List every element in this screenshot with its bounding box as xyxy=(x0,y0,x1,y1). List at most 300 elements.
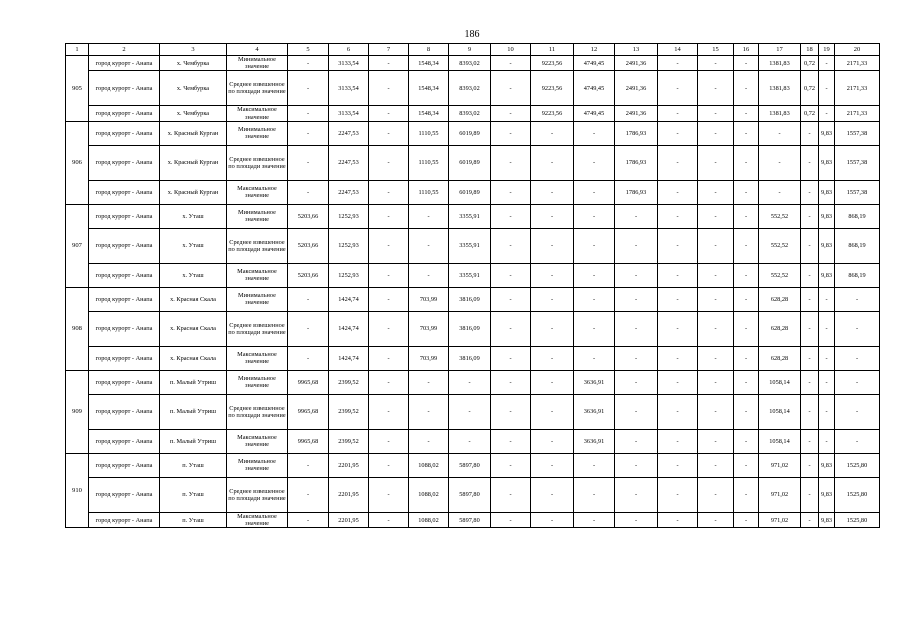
value-type-cell: Максимальное значение xyxy=(227,263,288,287)
table-body xyxy=(66,56,880,528)
column-header: 15 xyxy=(698,44,734,56)
value-cell: 9,83 xyxy=(819,121,835,145)
value-cell: - xyxy=(759,121,801,145)
settlement-cell: х. Чембурка xyxy=(160,56,227,71)
municipality-cell: город курорт - Анапа xyxy=(89,106,160,121)
municipality-cell: город курорт - Анапа xyxy=(89,477,160,512)
value-cell: - xyxy=(801,429,819,453)
value-cell: - xyxy=(734,346,759,370)
value-cell: 9,83 xyxy=(819,145,835,180)
value-cell: - xyxy=(288,71,329,106)
value-cell: - xyxy=(658,512,698,527)
record-number: 908 xyxy=(66,287,89,370)
value-cell: 9965,68 xyxy=(288,370,329,394)
value-cell: 1557,38 xyxy=(835,145,880,180)
value-type-cell: Максимальное значение xyxy=(227,180,288,204)
value-cell: - xyxy=(449,394,491,429)
municipality-cell: город курорт - Анапа xyxy=(89,204,160,228)
value-cell: 628,28 xyxy=(759,346,801,370)
value-cell: - xyxy=(369,311,409,346)
value-cell: 9,83 xyxy=(819,477,835,512)
value-cell: - xyxy=(835,346,880,370)
value-cell: 2247,53 xyxy=(329,121,369,145)
value-cell: 1557,38 xyxy=(835,121,880,145)
value-cell: 868,19 xyxy=(835,204,880,228)
value-cell: - xyxy=(819,287,835,311)
value-cell: - xyxy=(698,228,734,263)
value-cell: - xyxy=(574,180,615,204)
column-header: 19 xyxy=(819,44,835,56)
value-cell: - xyxy=(491,394,531,429)
value-type-cell: Максимальное значение xyxy=(227,106,288,121)
municipality-cell: город курорт - Анапа xyxy=(89,370,160,394)
table-row xyxy=(66,145,880,180)
value-cell: - xyxy=(369,370,409,394)
value-cell: - xyxy=(369,477,409,512)
table-row xyxy=(66,204,880,228)
column-header: 5 xyxy=(288,44,329,56)
value-cell: - xyxy=(531,287,574,311)
value-cell: - xyxy=(734,71,759,106)
value-cell: - xyxy=(801,145,819,180)
column-header: 6 xyxy=(329,44,369,56)
value-cell: - xyxy=(491,453,531,477)
value-cell: - xyxy=(819,429,835,453)
value-cell: 4749,45 xyxy=(574,71,615,106)
header-row xyxy=(66,44,880,56)
value-cell: - xyxy=(658,287,698,311)
value-cell: - xyxy=(658,370,698,394)
municipality-cell: город курорт - Анапа xyxy=(89,287,160,311)
value-cell: 2399,52 xyxy=(329,429,369,453)
value-cell: 628,28 xyxy=(759,311,801,346)
value-cell: - xyxy=(658,477,698,512)
value-cell: 2247,53 xyxy=(329,180,369,204)
value-cell: - xyxy=(658,121,698,145)
value-cell: - xyxy=(801,180,819,204)
value-cell: - xyxy=(574,228,615,263)
value-cell: 2201,95 xyxy=(329,512,369,527)
table-row xyxy=(66,346,880,370)
settlement-cell: п. Уташ xyxy=(160,477,227,512)
value-cell: - xyxy=(491,311,531,346)
municipality-cell: город курорт - Анапа xyxy=(89,71,160,106)
value-cell: 5203,66 xyxy=(288,228,329,263)
value-cell: - xyxy=(734,394,759,429)
value-cell: - xyxy=(615,346,658,370)
value-cell: 1058,14 xyxy=(759,429,801,453)
value-cell: - xyxy=(369,71,409,106)
value-cell: - xyxy=(369,228,409,263)
value-cell: 628,28 xyxy=(759,287,801,311)
value-type-cell: Среднее взвешенное по площади значение xyxy=(227,311,288,346)
value-cell: - xyxy=(801,512,819,527)
value-type-cell: Среднее взвешенное по площади значение xyxy=(227,477,288,512)
value-cell: - xyxy=(698,453,734,477)
value-cell: - xyxy=(369,180,409,204)
table-row xyxy=(66,106,880,121)
value-cell: 1252,93 xyxy=(329,228,369,263)
value-cell: - xyxy=(491,429,531,453)
table-row xyxy=(66,263,880,287)
settlement-cell: х. Красная Скала xyxy=(160,287,227,311)
column-header: 20 xyxy=(835,44,880,56)
value-cell: - xyxy=(531,453,574,477)
value-cell: - xyxy=(615,512,658,527)
settlement-cell: п. Малый Утриш xyxy=(160,370,227,394)
column-header: 1 xyxy=(66,44,89,56)
value-cell: 552,52 xyxy=(759,204,801,228)
value-cell: - xyxy=(409,429,449,453)
value-cell: - xyxy=(369,263,409,287)
value-cell: 9,83 xyxy=(819,263,835,287)
value-cell: - xyxy=(734,56,759,71)
value-cell: 2171,33 xyxy=(835,71,880,106)
value-cell: - xyxy=(288,145,329,180)
value-cell: - xyxy=(698,512,734,527)
value-cell: - xyxy=(574,263,615,287)
municipality-cell: город курорт - Анапа xyxy=(89,311,160,346)
table-row xyxy=(66,453,880,477)
municipality-cell: город курорт - Анапа xyxy=(89,429,160,453)
value-cell: - xyxy=(491,71,531,106)
column-header: 13 xyxy=(615,44,658,56)
value-cell: - xyxy=(574,512,615,527)
value-type-cell: Минимальное значение xyxy=(227,453,288,477)
value-cell: - xyxy=(819,106,835,121)
value-cell: - xyxy=(574,287,615,311)
value-cell: 8393,02 xyxy=(449,56,491,71)
value-cell: 1548,34 xyxy=(409,106,449,121)
value-cell: - xyxy=(835,370,880,394)
value-cell: - xyxy=(698,287,734,311)
settlement-cell: х. Уташ xyxy=(160,263,227,287)
value-cell: - xyxy=(409,263,449,287)
value-cell: - xyxy=(409,370,449,394)
value-cell: - xyxy=(369,429,409,453)
value-cell: - xyxy=(698,477,734,512)
value-cell: 552,52 xyxy=(759,228,801,263)
municipality-cell: город курорт - Анапа xyxy=(89,346,160,370)
value-cell: - xyxy=(491,370,531,394)
column-header: 14 xyxy=(658,44,698,56)
column-header: 3 xyxy=(160,44,227,56)
value-cell: - xyxy=(658,429,698,453)
value-cell: 1424,74 xyxy=(329,346,369,370)
value-cell: - xyxy=(658,228,698,263)
value-cell: 6019,89 xyxy=(449,145,491,180)
value-cell: - xyxy=(734,370,759,394)
value-cell: 971,02 xyxy=(759,512,801,527)
value-cell: 971,02 xyxy=(759,453,801,477)
municipality-cell: город курорт - Анапа xyxy=(89,512,160,527)
value-cell: 2399,52 xyxy=(329,370,369,394)
value-cell: - xyxy=(734,145,759,180)
value-cell: - xyxy=(819,370,835,394)
value-cell: 3355,91 xyxy=(449,204,491,228)
column-header: 11 xyxy=(531,44,574,56)
column-header: 2 xyxy=(89,44,160,56)
value-cell: - xyxy=(759,145,801,180)
value-cell: - xyxy=(801,453,819,477)
value-cell: 1525,80 xyxy=(835,477,880,512)
value-cell: - xyxy=(698,56,734,71)
value-cell: 1252,93 xyxy=(329,204,369,228)
value-cell: 868,19 xyxy=(835,263,880,287)
value-cell: - xyxy=(658,311,698,346)
value-cell: - xyxy=(491,346,531,370)
table-header xyxy=(66,44,880,56)
column-header: 10 xyxy=(491,44,531,56)
value-cell: - xyxy=(819,71,835,106)
table-row xyxy=(66,287,880,311)
value-cell: - xyxy=(658,71,698,106)
value-cell: 9,83 xyxy=(819,180,835,204)
value-cell: - xyxy=(658,180,698,204)
settlement-cell: х. Чембурка xyxy=(160,106,227,121)
value-cell: - xyxy=(369,106,409,121)
value-cell: - xyxy=(698,180,734,204)
value-cell: - xyxy=(288,121,329,145)
column-header: 17 xyxy=(759,44,801,56)
value-cell: - xyxy=(369,512,409,527)
value-cell: - xyxy=(409,204,449,228)
page-number: 186 xyxy=(464,29,480,40)
value-cell: - xyxy=(288,311,329,346)
value-cell: 2201,95 xyxy=(329,477,369,512)
value-cell: - xyxy=(698,394,734,429)
value-cell: - xyxy=(574,145,615,180)
value-cell: 1110,55 xyxy=(409,180,449,204)
value-cell: 9223,56 xyxy=(531,56,574,71)
value-cell: - xyxy=(531,512,574,527)
column-header: 9 xyxy=(449,44,491,56)
value-cell: - xyxy=(615,311,658,346)
value-cell: 2201,95 xyxy=(329,453,369,477)
value-cell: - xyxy=(698,121,734,145)
value-cell: - xyxy=(574,204,615,228)
value-cell: - xyxy=(698,204,734,228)
value-cell: - xyxy=(491,106,531,121)
value-cell: 3816,09 xyxy=(449,346,491,370)
value-cell: - xyxy=(491,287,531,311)
value-cell: - xyxy=(531,370,574,394)
value-cell: - xyxy=(615,370,658,394)
settlement-cell: х. Красная Скала xyxy=(160,311,227,346)
table-row xyxy=(66,228,880,263)
value-cell: - xyxy=(801,346,819,370)
value-cell: - xyxy=(288,512,329,527)
settlement-cell: п. Малый Утриш xyxy=(160,429,227,453)
value-cell: 9,83 xyxy=(819,204,835,228)
data-table xyxy=(65,43,880,528)
value-cell: - xyxy=(491,512,531,527)
column-header: 8 xyxy=(409,44,449,56)
value-cell: - xyxy=(288,287,329,311)
value-cell: - xyxy=(734,121,759,145)
value-cell: - xyxy=(658,346,698,370)
value-cell: - xyxy=(409,394,449,429)
value-cell: 1088,02 xyxy=(409,512,449,527)
record-number: 905 xyxy=(66,56,89,122)
value-cell: - xyxy=(531,311,574,346)
record-number: 910 xyxy=(66,453,89,527)
value-cell: - xyxy=(658,145,698,180)
value-cell: - xyxy=(734,477,759,512)
value-cell: - xyxy=(531,204,574,228)
value-cell: 9,83 xyxy=(819,512,835,527)
settlement-cell: х. Красный Курган xyxy=(160,121,227,145)
value-cell: - xyxy=(819,394,835,429)
value-cell: 1088,02 xyxy=(409,477,449,512)
value-cell: 3355,91 xyxy=(449,228,491,263)
value-cell: - xyxy=(801,121,819,145)
value-cell: - xyxy=(835,311,880,346)
column-header: 4 xyxy=(227,44,288,56)
settlement-cell: п. Малый Утриш xyxy=(160,394,227,429)
value-cell: - xyxy=(615,287,658,311)
value-cell: 3355,91 xyxy=(449,263,491,287)
value-cell: - xyxy=(491,263,531,287)
record-number: 906 xyxy=(66,121,89,204)
value-cell: - xyxy=(698,71,734,106)
value-cell: 4749,45 xyxy=(574,56,615,71)
value-cell: - xyxy=(698,145,734,180)
value-cell: 1786,93 xyxy=(615,180,658,204)
municipality-cell: город курорт - Анапа xyxy=(89,453,160,477)
value-cell: 1058,14 xyxy=(759,394,801,429)
value-cell: - xyxy=(449,370,491,394)
value-cell: - xyxy=(531,477,574,512)
table-row xyxy=(66,394,880,429)
value-cell: - xyxy=(658,56,698,71)
value-cell: 3636,91 xyxy=(574,370,615,394)
value-cell: - xyxy=(369,145,409,180)
value-cell: - xyxy=(835,287,880,311)
value-type-cell: Максимальное значение xyxy=(227,429,288,453)
value-cell: 9,83 xyxy=(819,453,835,477)
value-cell: 1786,93 xyxy=(615,121,658,145)
value-cell: 3133,54 xyxy=(329,56,369,71)
value-cell: - xyxy=(615,263,658,287)
record-number: 909 xyxy=(66,370,89,453)
value-cell: 4749,45 xyxy=(574,106,615,121)
value-cell: - xyxy=(801,370,819,394)
value-cell: 2491,36 xyxy=(615,106,658,121)
value-cell: 1525,80 xyxy=(835,453,880,477)
value-cell: 2247,53 xyxy=(329,145,369,180)
value-cell: 2491,36 xyxy=(615,56,658,71)
value-cell: 3133,54 xyxy=(329,71,369,106)
value-cell: - xyxy=(801,311,819,346)
column-header: 12 xyxy=(574,44,615,56)
value-cell: - xyxy=(698,346,734,370)
value-cell: 1381,83 xyxy=(759,106,801,121)
value-type-cell: Максимальное значение xyxy=(227,512,288,527)
column-header: 7 xyxy=(369,44,409,56)
value-cell: 0,72 xyxy=(801,56,819,71)
value-type-cell: Среднее взвешенное по площади значение xyxy=(227,394,288,429)
value-cell: - xyxy=(801,477,819,512)
value-cell: 9223,56 xyxy=(531,71,574,106)
value-cell: - xyxy=(574,121,615,145)
value-cell: - xyxy=(658,106,698,121)
value-cell: - xyxy=(734,429,759,453)
value-cell: - xyxy=(491,204,531,228)
settlement-cell: х. Уташ xyxy=(160,228,227,263)
value-cell: - xyxy=(288,106,329,121)
table-row xyxy=(66,429,880,453)
municipality-cell: город курорт - Анапа xyxy=(89,56,160,71)
value-cell: 971,02 xyxy=(759,477,801,512)
value-cell: - xyxy=(801,204,819,228)
value-cell: - xyxy=(819,311,835,346)
municipality-cell: город курорт - Анапа xyxy=(89,228,160,263)
value-cell: - xyxy=(369,121,409,145)
settlement-cell: п. Уташ xyxy=(160,453,227,477)
value-cell: - xyxy=(491,56,531,71)
value-cell: 9965,68 xyxy=(288,429,329,453)
table-row xyxy=(66,512,880,527)
value-cell: - xyxy=(531,429,574,453)
value-cell: - xyxy=(369,56,409,71)
value-cell: 3636,91 xyxy=(574,394,615,429)
value-cell: - xyxy=(698,263,734,287)
table-row xyxy=(66,180,880,204)
value-cell: - xyxy=(369,346,409,370)
value-cell: 1557,38 xyxy=(835,180,880,204)
value-cell: 1548,34 xyxy=(409,56,449,71)
value-cell: - xyxy=(409,228,449,263)
value-cell: - xyxy=(369,204,409,228)
value-cell: - xyxy=(734,204,759,228)
settlement-cell: п. Уташ xyxy=(160,512,227,527)
value-cell: - xyxy=(531,263,574,287)
value-cell: 1110,55 xyxy=(409,121,449,145)
value-cell: 1381,83 xyxy=(759,56,801,71)
value-cell: - xyxy=(658,204,698,228)
value-cell: - xyxy=(835,429,880,453)
settlement-cell: х. Красная Скала xyxy=(160,346,227,370)
settlement-cell: х. Уташ xyxy=(160,204,227,228)
value-cell: - xyxy=(369,287,409,311)
value-cell: - xyxy=(698,429,734,453)
municipality-cell: город курорт - Анапа xyxy=(89,180,160,204)
table-row xyxy=(66,477,880,512)
table-row xyxy=(66,370,880,394)
value-cell: 1424,74 xyxy=(329,311,369,346)
value-cell: 703,99 xyxy=(409,311,449,346)
value-cell: 703,99 xyxy=(409,346,449,370)
value-cell: - xyxy=(615,453,658,477)
value-cell: - xyxy=(658,394,698,429)
value-cell: - xyxy=(531,121,574,145)
value-cell: 9,83 xyxy=(819,228,835,263)
value-cell: - xyxy=(574,346,615,370)
value-cell: 703,99 xyxy=(409,287,449,311)
table-row xyxy=(66,311,880,346)
value-cell: 1088,02 xyxy=(409,453,449,477)
value-type-cell: Максимальное значение xyxy=(227,346,288,370)
value-cell: - xyxy=(734,453,759,477)
value-cell: - xyxy=(801,228,819,263)
value-type-cell: Среднее взвешенное по площади значение xyxy=(227,71,288,106)
value-cell: - xyxy=(698,370,734,394)
value-cell: - xyxy=(574,453,615,477)
settlement-cell: х. Красный Курган xyxy=(160,180,227,204)
value-cell: 1424,74 xyxy=(329,287,369,311)
value-cell: 6019,89 xyxy=(449,180,491,204)
